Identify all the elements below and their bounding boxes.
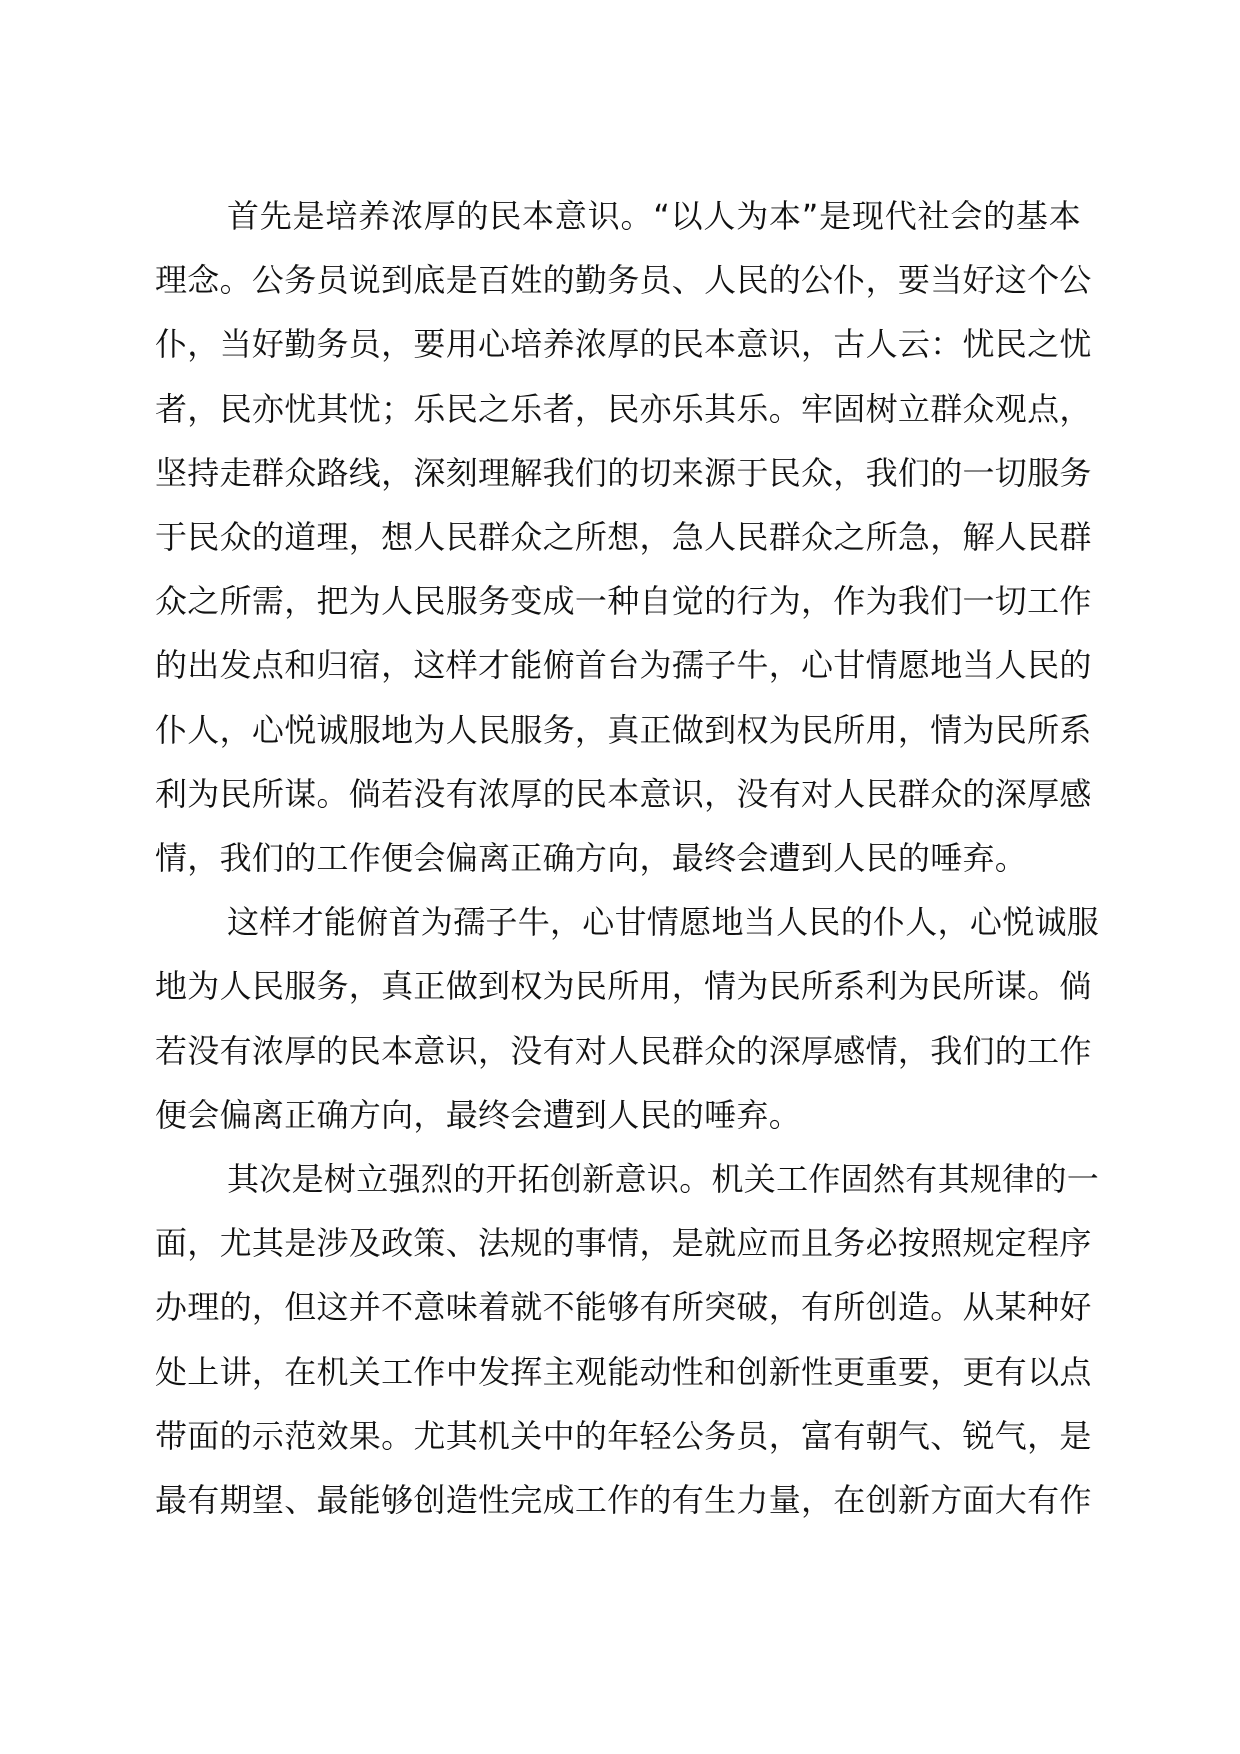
paragraph-2	[155, 890, 1100, 1147]
paragraph-line: 这样才能俯首为孺子牛，心甘情愿地当人民的仆人，心悦诚服	[227, 903, 1100, 942]
paragraph-line: 地为人民服务，真正做到权为民所用，情为民所系利为民所谋。倘	[155, 967, 1092, 1006]
paragraph-1	[155, 184, 1092, 890]
paragraph-line: 众之所需，把为人民服务变成一种自觉的行为，作为我们一切工作	[155, 582, 1092, 621]
paragraph-line: 仆，当好勤务员，要用心培养浓厚的民本意识，古人云：忧民之忧	[155, 325, 1092, 364]
paragraph-line: 处上讲，在机关工作中发挥主观能动性和创新性更重要，更有以点	[155, 1352, 1092, 1391]
paragraph-line: 带面的示范效果。尤其机关中的年轻公务员，富有朝气、锐气，是	[155, 1416, 1092, 1455]
document-body	[155, 184, 1100, 1532]
paragraph-line: 情，我们的工作便会偏离正确方向，最终会遭到人民的唾弃。	[155, 839, 1028, 878]
paragraph-line: 者，民亦忧其忧；乐民之乐者，民亦乐其乐。牢固树立群众观点，	[155, 389, 1092, 428]
paragraph-line: 坚持走群众路线，深刻理解我们的切来源于民众，我们的一切服务	[155, 453, 1092, 492]
paragraph-line: 首先是培养浓厚的民本意识。“以人为本”是现代社会的基本	[227, 197, 1081, 235]
paragraph-line: 仆人，心悦诚服地为人民服务，真正做到权为民所用，情为民所系	[155, 710, 1092, 749]
paragraph-3	[155, 1147, 1100, 1532]
paragraph-line: 的出发点和归宿，这样才能俯首台为孺子牛，心甘情愿地当人民的	[155, 646, 1092, 685]
paragraph-line: 于民众的道理，想人民群众之所想，急人民群众之所急，解人民群	[155, 518, 1092, 557]
paragraph-line: 其次是树立强烈的开拓创新意识。机关工作固然有其规律的一	[227, 1160, 1100, 1199]
paragraph-line: 便会偏离正确方向，最终会遭到人民的唾弃。	[155, 1095, 802, 1134]
paragraph-line: 办理的，但这并不意味着就不能够有所突破，有所创造。从某种好	[155, 1288, 1092, 1327]
paragraph-line: 理念。公务员说到底是百姓的勤务员、人民的公仆，要当好这个公	[155, 261, 1092, 300]
paragraph-line: 利为民所谋。倘若没有浓厚的民本意识，没有对人民群众的深厚感	[155, 774, 1092, 813]
paragraph-line: 最有期望、最能够创造性完成工作的有生力量，在创新方面大有作	[155, 1481, 1092, 1520]
paragraph-line: 面，尤其是涉及政策、法规的事情，是就应而且务必按照规定程序	[155, 1224, 1092, 1263]
paragraph-line: 若没有浓厚的民本意识，没有对人民群众的深厚感情，我们的工作	[155, 1031, 1092, 1070]
